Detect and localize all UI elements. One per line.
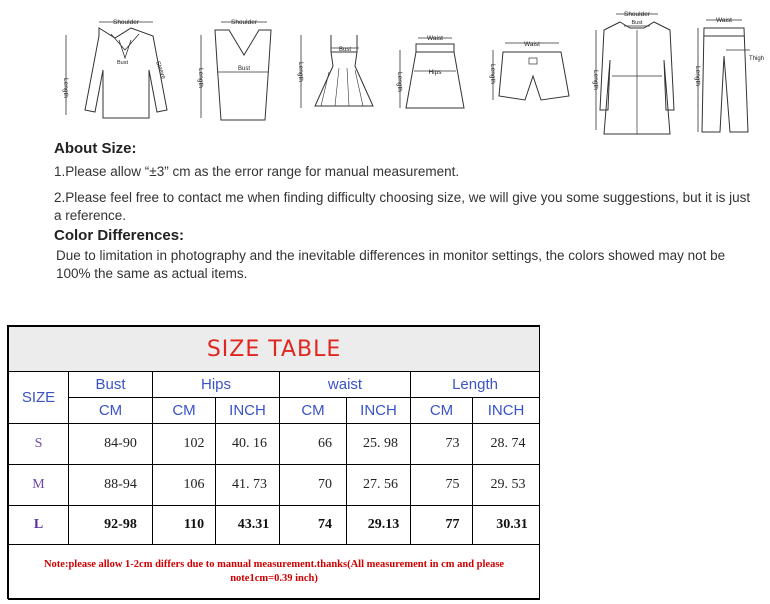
shoulder-label: Shoulder: [623, 11, 651, 18]
dress-diagram: [295, 0, 375, 135]
length-label: Length: [197, 68, 204, 88]
color-differences-text: Due to limitation in photography and the inevitable differences in monitor settings, the colors showed may not be 100% the same as actual items.: [56, 248, 726, 281]
table-cell: 74: [280, 506, 347, 545]
table-cell: 73: [411, 424, 473, 465]
length-label: Length: [489, 64, 496, 84]
length-label: Length: [694, 66, 701, 86]
table-cell: 110: [153, 506, 216, 545]
shorts-diagram: [485, 0, 575, 135]
length-label: Length: [297, 62, 304, 82]
unit-header: INCH: [473, 398, 540, 424]
hips-header: Hips: [153, 372, 280, 398]
table-cell: 25. 98: [347, 424, 411, 465]
table-cell: 30.31: [473, 506, 540, 545]
table-cell: 70: [280, 465, 347, 506]
table-cell: 88-94: [69, 465, 153, 506]
thigh-label: Thigh: [749, 56, 765, 62]
waist-label: Waist: [426, 35, 444, 42]
about-size-section: [54, 140, 754, 283]
unit-header: CM: [69, 398, 153, 424]
bust-label: Bust: [631, 20, 643, 26]
vest-diagram: [195, 0, 275, 135]
size-table: [7, 325, 540, 599]
table-cell: 43.31: [216, 506, 280, 545]
unit-header: INCH: [347, 398, 411, 424]
measurement-note: Note:please allow 1-2cm differs due to manual measurement.thanks(All measurement in cm and please note1cm=0.39 inch): [9, 545, 540, 600]
hips-label: Hips: [428, 69, 442, 76]
table-row: [9, 506, 540, 545]
table-cell: 28. 74: [473, 424, 540, 465]
bust-label: Bust: [237, 66, 251, 72]
bust-header: Bust: [69, 372, 153, 398]
color-differences-heading: Color Differences:: [54, 227, 185, 244]
size-table-title: SIZE TABLE: [206, 336, 342, 362]
table-cell: 84-90: [69, 424, 153, 465]
shoulder-label: Shoulder: [230, 19, 258, 26]
about-size-line-2: 2.Please feel free to contact me when finding difficulty choosing size, we will give you some suggestions, but it is just a reference.: [54, 190, 751, 223]
coat-diagram: [590, 0, 680, 140]
table-cell: 106: [153, 465, 216, 506]
unit-header: CM: [153, 398, 216, 424]
table-cell: 29.13: [347, 506, 411, 545]
length-label: Length: [396, 72, 403, 92]
pants-diagram: [690, 0, 770, 140]
about-size-line-1: 1.Please allow “±3” cm as the error range for manual measurement.: [54, 164, 460, 179]
length-label: Length: [592, 70, 599, 90]
length-label: Length: [62, 78, 69, 98]
skirt-diagram: [390, 0, 470, 135]
waist-label: Waist: [523, 41, 541, 48]
waist-label: Waist: [715, 17, 733, 24]
bust-label: Bust: [117, 60, 129, 66]
table-cell: 29. 53: [473, 465, 540, 506]
table-cell: 75: [411, 465, 473, 506]
shoulder-label: Shoulder: [112, 19, 140, 26]
garment-illustrations: [0, 0, 770, 140]
table-row: [9, 465, 540, 506]
table-cell: 40. 16: [216, 424, 280, 465]
table-cell: 66: [280, 424, 347, 465]
unit-header: INCH: [216, 398, 280, 424]
unit-header: CM: [411, 398, 473, 424]
table-row: [9, 424, 540, 465]
size-label: S: [9, 424, 69, 465]
table-cell: 102: [153, 424, 216, 465]
table-cell: 27. 56: [347, 465, 411, 506]
waist-header: waist: [280, 372, 411, 398]
table-cell: 41. 73: [216, 465, 280, 506]
table-cell: 92-98: [69, 506, 153, 545]
unit-header: CM: [280, 398, 347, 424]
about-size-heading: About Size:: [54, 140, 137, 157]
size-header: SIZE: [9, 372, 69, 424]
sleeve-label: Sleeve: [154, 60, 167, 80]
bust-label: Bust: [338, 47, 352, 53]
size-label: L: [9, 506, 69, 545]
shirt-diagram: [55, 0, 175, 135]
length-header: Length: [411, 372, 540, 398]
size-label: M: [9, 465, 69, 506]
table-cell: 77: [411, 506, 473, 545]
